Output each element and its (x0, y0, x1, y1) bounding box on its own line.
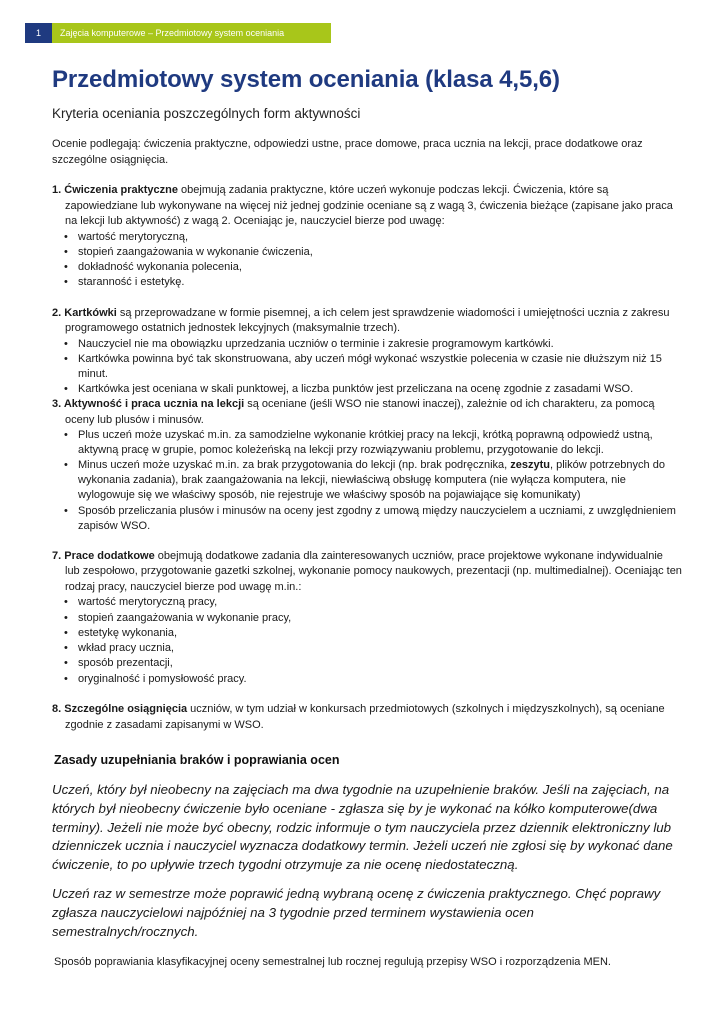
list-item: • wkład pracy ucznia, (52, 641, 682, 656)
section-heading: Aktywność i praca ucznia na lekcji (63, 398, 245, 411)
section-heading: Kartkówki (64, 306, 117, 319)
section-achievements: 8. Szczególne osiągnięcia uczniów, w tym udział w konkursach przedmiotowych (szkolnych i międzyszkolnych), są oceniane zgodnie z zasadami zapisanymi w WSO. (52, 703, 665, 731)
criteria-list (52, 230, 682, 291)
section-practical-exercises: 1. Ćwiczenia praktyczne obejmują zadania praktyczne, które uczeń wykonuje podczas lekcji. Ćwiczenia, które są zapowiedziane lub wykonywane na więcej niż jednej godzinie oceniane są z wagą 3, ćwiczenia bieżące (zapisane jako praca na lekcji lub aktywność) z wagą 2. Oceniając je, nauczyciel bierze pod uwagę: • wartość merytoryczną, • stopień zaangażowania w wykonanie ćwiczenia, • dokładność wykonania polecenia, • staranność i estetykę. (52, 183, 682, 291)
section-quizzes: 2. Kartkówki są przeprowadzane w formie pisemnej, a ich celem jest sprawdzenie wiadomości i umiejętności ucznia z zakresu programowego ostatnich jednostek lekcyjnych (maksymalnie trzech). • Nauczyciel nie ma obowiązku uprzedzania uczniów o terminie i zakresie programowym kartkówki. • Kartkówka powinna być tak skonstruowana, aby uczeń mógł wykonać wszystkie polecenia w czasie nie dłuższym niż 15 minut. • Kartkówka jest oceniana w skali punktowej, a liczba punktów jest przeliczana na ocenę zgodnie z zasadami WSO. (52, 306, 682, 397)
list-item: • stopień zaangażowania w wykonanie pracy, (52, 611, 682, 626)
list-item: • Nauczyciel nie ma obowiązku uprzedzania uczniów o terminie i zakresie programowym kartkówki. (52, 337, 682, 352)
section-heading: Ćwiczenia praktyczne (64, 184, 178, 196)
list-item: • sposób prezentacji, (52, 656, 682, 671)
list-item: • wartość merytoryczną pracy, (52, 595, 682, 610)
criteria-list (52, 595, 682, 687)
list-item: • Sposób przeliczania plusów i minusów na oceny jest zgodny z umową między nauczycielem a uczniami, z uwzględnieniem zapisów WSO. (52, 504, 682, 534)
document-title: Przedmiotowy system oceniania (klasa 4,5,6) (52, 66, 560, 93)
section-heading: Szczególne osiągnięcia (64, 703, 188, 715)
document-body (52, 66, 682, 970)
italic-paragraph-absence: Uczeń, który był nieobecny na zajęciach ma dwa tygodnie na uzupełnienie braków. Jeśli na zajęciach, na których był nieobecny ćwiczenie było oceniane - zgłasza się by je wykonać na kółko komputerowe(dwa terminy). Jeżeli nie może być obecny, rodzic informuje o tym nauczyciela przez dziennik elektroniczny lub dzienniczek ucznia i nauczyciel wyznacza dodatkowy termin. Jeżeli uczeń nie zgłosi się by wykonać dane ćwiczenie, to po upływie trzech tygodni otrzymuje za nie ocenę niedostateczną. (52, 782, 673, 873)
page-header (25, 23, 331, 43)
list-item: • stopień zaangażowania w wykonanie ćwiczenia, (52, 245, 682, 260)
page-number: 1 (25, 23, 52, 43)
italic-paragraph-improvement: Uczeń raz w semestrze może poprawić jedną wybraną ocenę z ćwiczenia praktycznego. Chęć poprawy zgłasza nauczycielowi najpóźniej na 3 tygodnie przed terminem wystawienia ocen semestralnych/rocznych. (52, 885, 661, 939)
list-item: • wartość merytoryczną, (52, 230, 682, 245)
list-item: • staranność i estetykę. (52, 275, 682, 290)
list-item: • Kartkówka jest oceniana w skali punktowej, a liczba punktów jest przeliczana na ocenę zgodnie z zasadami WSO. (52, 382, 682, 397)
section2-title: Zasady uzupełniania braków i poprawiania ocen (54, 753, 340, 767)
intro-paragraph: Ocenie podlegają: ćwiczenia praktyczne, odpowiedzi ustne, prace domowe, praca ucznia na lekcji, prace dodatkowe oraz szczególne osiągnięcia. (52, 138, 643, 166)
rules-list (52, 337, 682, 397)
final-note: Sposób poprawiania klasyfikacyjnej oceny semestralnej lub rocznej regulują przepisy WSO i rozporządzenia MEN. (54, 956, 611, 969)
running-title: Zajęcia komputerowe – Przedmiotowy system oceniania (52, 23, 331, 43)
list-item: • oryginalność i pomysłowość pracy. (52, 672, 682, 687)
rules-list (52, 428, 682, 534)
section-lesson-activity: 3. Aktywność i praca ucznia na lekcji są oceniane (jeśli WSO nie stanowi inaczej), zależnie od ich charakteru, za pomocą oceny lub plusów i minusów. • Plus uczeń może uzyskać m.in. za samodzielne wykonanie krótkiej pracy na lekcji, krótką poprawną odpowiedź ustną, aktywną pracę w grupie, pomoc koleżeńską na lekcji przy rozwiązywaniu problemu, przygotowanie do lekcji. • Minus uczeń może uzyskać m.in. za brak przygotowania do lekcji (np. brak podręcznika, zeszytu, plików potrzebnych do wykonania zadania), brak zaangażowania na lekcji, niewłaściwą obsługę komputera (nie wyłącza komputera, nie wylogowuje się we właściwy sposób, nie rejestruje we właściwy sposób na pojawiające się komunikaty) • Sposób przeliczania plusów i minusów na oceny jest zgodny z umową między nauczycielem a uczniami, z uwzględnieniem zapisów WSO. (52, 397, 682, 534)
list-item: • Kartkówka powinna być tak skonstruowana, aby uczeń mógł wykonać wszystkie polecenia w czasie nie dłuższym niż 15 minut. (52, 352, 682, 382)
section-heading: Prace dodatkowe (64, 549, 155, 562)
list-item: • Plus uczeń może uzyskać m.in. za samodzielne wykonanie krótkiej pracy na lekcji, krótką poprawną odpowiedź ustną, aktywną pracę w grupie, pomoc koleżeńską na lekcji przy rozwiązywaniu problemu, przygotowanie do lekcji. (52, 428, 682, 458)
document-subtitle: Kryteria oceniania poszczególnych form aktywności (52, 106, 361, 121)
list-item: • Minus uczeń może uzyskać m.in. za brak przygotowania do lekcji (np. brak podręcznika, zeszytu, plików potrzebnych do wykonania zadania), brak zaangażowania na lekcji, niewłaściwą obsługę komputera (nie wyłącza komputera, nie wylogowuje się we właściwy sposób, nie rejestruje we właściwy sposób na pojawiające się komunikaty) (52, 458, 682, 503)
list-item: • estetykę wykonania, (52, 626, 682, 641)
section-extra-work: 7. Prace dodatkowe obejmują dodatkowe zadania dla zainteresowanych uczniów, prace projektowe wykonane indywidualnie lub zespołowo, przygotowanie gazetki szkolnej, wykonanie pomocy naukowych, prezentacji (np. multimedialnej). Oceniając ten rodzaj pracy, nauczyciel bierze pod uwagę m.in.: • wartość merytoryczną pracy, • stopień zaangażowania w wykonanie pracy, • estetykę wykonania, • wkład pracy ucznia, • sposób prezentacji, • oryginalność i pomysłowość pracy. (52, 549, 682, 687)
list-item: • dokładność wykonania polecenia, (52, 260, 682, 275)
